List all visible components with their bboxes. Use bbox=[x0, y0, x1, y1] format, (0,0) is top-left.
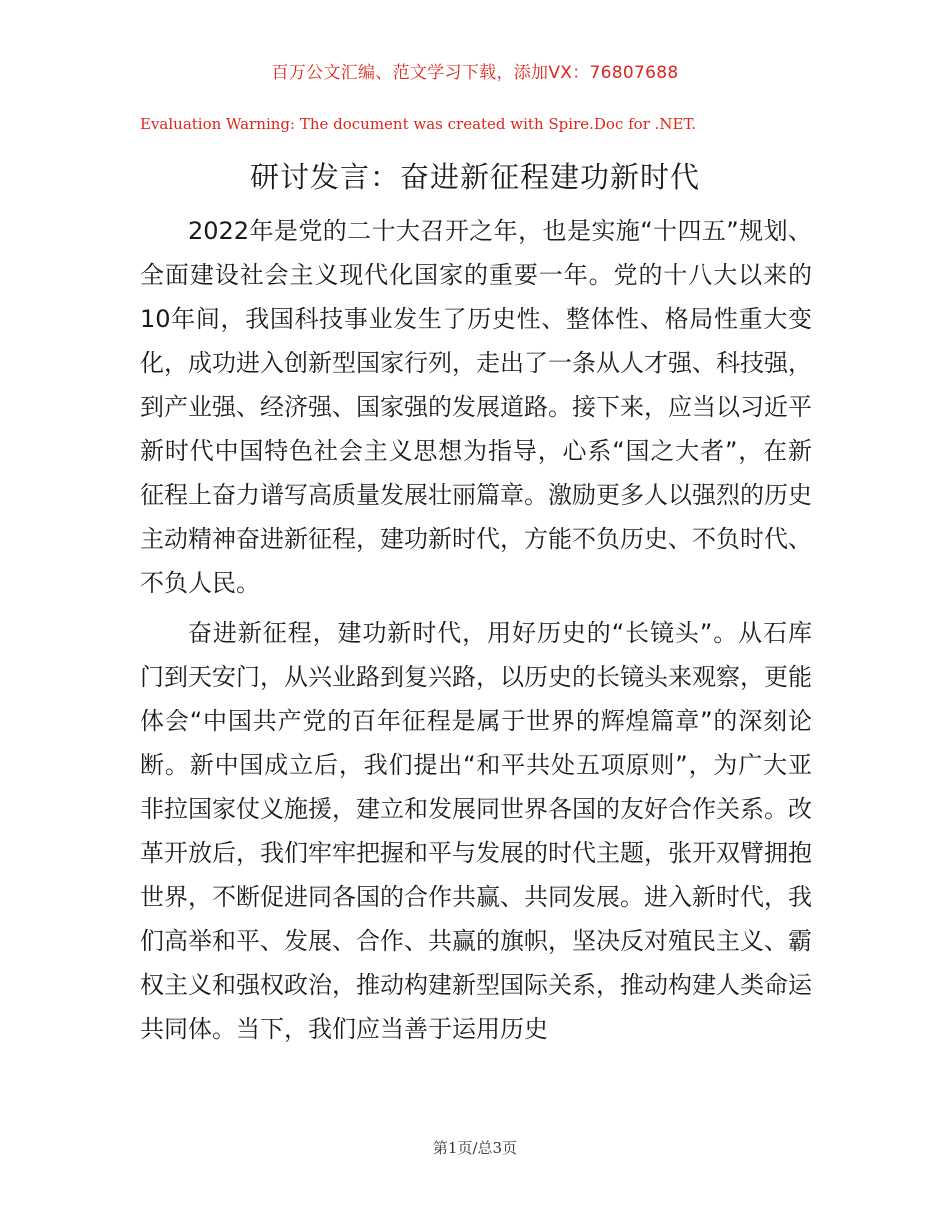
page-footer: 第1页/总3页 bbox=[432, 1139, 518, 1157]
evaluation-warning: Evaluation Warning: The document was created with Spire.Doc for .NET. bbox=[140, 115, 697, 133]
body-paragraph: 2022年是党的二十大召开之年，也是实施“十四五”规划、全面建设社会主义现代化国家的重要一年。党的十八大以来的10年间，我国科技事业发生了历史性、整体性、格局性重大变化，成功进入创新型国家行列，走出了一条从人才强、科技强，到产业强、经济强、国家强的发展道路。接下来，应当以习近平新时代中国特色社会主义思想为指导，心系“国之大者”，在新征程上奋力谱写高质量发展壮丽篇章。激励更多人以强烈的历史主动精神奋进新征程，建功新时代，方能不负历史、不负时代、不负人民。 bbox=[140, 217, 812, 597]
body-paragraph: 奋进新征程，建功新时代，用好历史的“长镜头”。从石库门到天安门，从兴业路到复兴路，以历史的长镜头来观察，更能体会“中国共产党的百年征程是属于世界的辉煌篇章”的深刻论断。新中国成立后，我们提出“和平共处五项原则”，为广大亚非拉国家仗义施援，建立和发展同世界各国的友好合作关系。改革开放后，我们牢牢把握和平与发展的时代主题，张开双臂拥抱世界，不断促进同各国的合作共赢、共同发展。进入新时代，我们高举和平、发展、合作、共赢的旗帜，坚决反对殖民主义、霸权主义和强权政治，推动构建新型国际关系，推动构建人类命运共同体。当下，我们应当善于运用历史 bbox=[140, 619, 812, 1043]
document-title: 研讨发言：奋进新征程建功新时代 bbox=[249, 160, 700, 194]
header-banner: 百万公文汇编、范文学习下载，添加VX：76807688 bbox=[271, 63, 679, 83]
